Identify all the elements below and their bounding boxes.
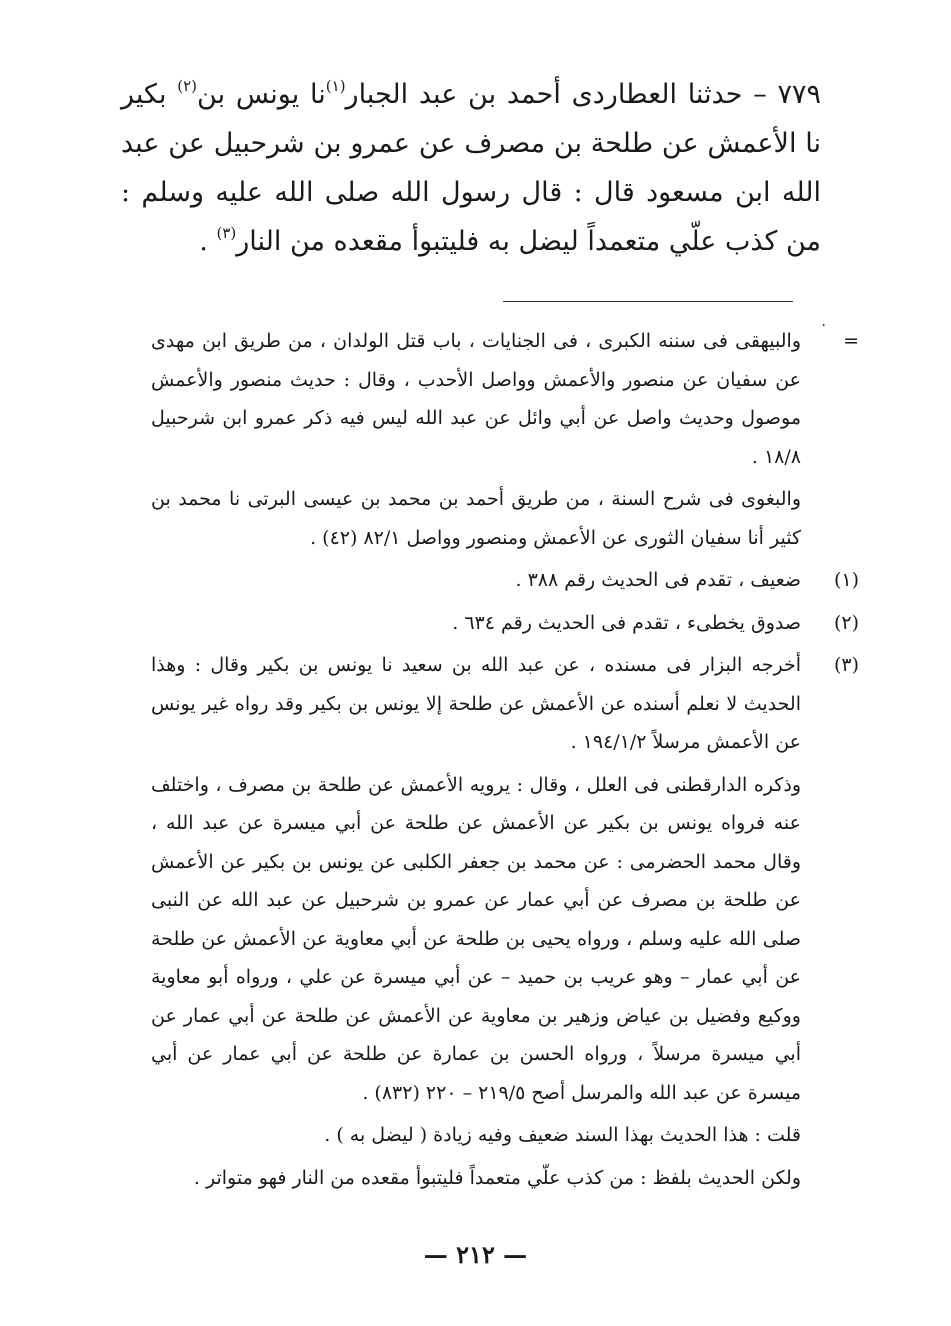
footnote-marker: (٣) [833, 654, 859, 676]
footnote-paragraph: ولكن الحديث بلفظ : من كذب علّي متعمداً فليتبوأ مقعده من النار فهو متواتر . [193, 1166, 801, 1189]
footnote-ref-1: (١) [325, 77, 346, 95]
hadith-segment-1: حدثنا العطاردى أحمد بن عبد الجبار [345, 79, 743, 110]
footnote-2 [151, 604, 859, 643]
footnote-paragraph: ضعيف ، تقدم فى الحديث رقم ٣٨٨ . [515, 569, 801, 591]
footnote-ref-3: (٣) [216, 224, 237, 242]
footnote-paragraph: وذكره الدارقطنى فى العلل ، وقال : يرويه الأعمش عن طلحة بن مصرف ، واختلف عنه فرواه يونس بن بكير عن الأعمش عن طلحة عن أبي ميسرة عن عبد الله ، وقال محمد الحضرمى : عن محمد بن جعفر الكلبى عن يونس بن بكير عن الأعمش عن طلحة بن مصرف عن أبي عمار عن عمرو بن شرحبيل عن عبد الله عن النبى صلى الله عليه وسلم ، ورواه يحيى بن طلحة عن أبي معاوية عن الأعمش عن طلحة عن أبي عمار – وهو عريب بن حميد – عن أبي ميسرة عن علي ، ورواه أبو معاوية ووكيع وفضيل بن عياض وزهير بن معاوية عن الأعمش عن طلحة عن أبي عمار عن أبي ميسرة مرسلاً ، ورواه الحسن بن عمارة عن طلحة عن أبي عمار عن أبي ميسرة عن عبد الله والمرسل أصح ٢١٩/٥ – ٢٢٠ (٨٣٢) . [151, 773, 801, 1104]
continuation-marker: = [843, 330, 859, 352]
footnote-paragraph: صدوق يخطىء ، تقدم فى الحديث رقم ٦٣٤ . [452, 611, 801, 634]
footnote-paragraph: والبيهقى فى سننه الكبرى ، فى الجنايات ، باب قتل الولدان ، من طريق ابن مهدى عن سفيان عن منصور والأعمش وواصل الأحدب ، وقال : حديث منصور والأعمش موصول وحديث واصل عن أبي وائل عن عبد الله ليس فيه ذكر عمرو ابن شرحبيل ١٨/٨ . [151, 330, 801, 468]
footnote-1 [151, 561, 859, 600]
footnote-paragraph: أخرجه البزار فى مسنده ، عن عبد الله بن سعيد نا يونس بن بكير وقال : وهذا الحديث لا نعلم أسنده عن الأعمش عن طلحة إلا يونس بن بكير وقد رواه غير يونس عن الأعمش مرسلاً ١٩٤/١/٢ . [151, 654, 801, 753]
margin-dot: · [821, 318, 826, 334]
footnote-paragraph: والبغوى فى شرح السنة ، من طريق أحمد بن محمد بن عيسى البرتى نا محمد بن كثير أنا سفيان الثورى عن الأعمش ومنصور وواصل ٨٢/١ (٤٢) . [151, 488, 801, 549]
footnote-marker: (١) [833, 569, 859, 591]
hadith-segment-3: بكير نا الأعمش عن طلحة بن مصرف عن عمرو بن شرحبيل عن عبد الله ابن مسعود قال : قال رسول الله صلى الله عليه وسلم : من كذب علّي متعمداً ليضل به فليتبوأ مقعده من النار [121, 79, 821, 257]
footnote-paragraph: قلت : هذا الحديث بهذا السند ضعيف وفيه زيادة ( ليضل به ) . [324, 1124, 801, 1146]
footnote-ref-2: (٢) [177, 77, 198, 95]
hadith-paragraph [121, 70, 821, 266]
footnote-separator [503, 301, 793, 302]
page-number: — ٢١٢ — [423, 1240, 528, 1269]
hadith-number: ٧٧٩ – [753, 79, 821, 110]
footnotes [151, 322, 859, 1201]
hadith-segment-4: . [199, 226, 217, 257]
footnote-marker: (٢) [833, 611, 859, 634]
footnote-continuation [151, 322, 859, 557]
footnote-3 [151, 646, 859, 1197]
hadith-segment-2: نا يونس بن [197, 79, 326, 110]
hadith-text [121, 70, 821, 266]
